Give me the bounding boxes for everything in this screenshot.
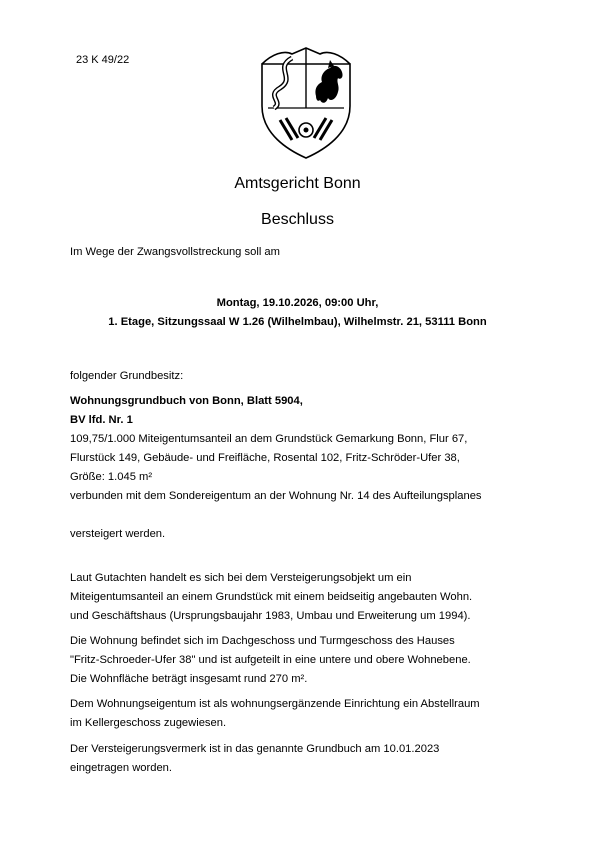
- paragraph-line: Die Wohnung befindet sich im Dachgeschoss und Turmgeschoss des Hauses: [70, 635, 455, 647]
- paragraph-line: im Kellergeschoss zugewiesen.: [70, 717, 227, 729]
- property-bv: BV lfd. Nr. 1: [70, 414, 133, 426]
- paragraph-line: und Geschäftshaus (Ursprungsbaujahr 1983, Umbau und Erweiterung um 1994).: [70, 610, 471, 622]
- paragraph-appraisal: [70, 569, 540, 626]
- document-title: Beschluss: [261, 211, 334, 228]
- paragraph-line: Die Wohnfläche beträgt insgesamt rund 270 m².: [70, 673, 308, 685]
- property-register: Wohnungsgrundbuch von Bonn, Blatt 5904,: [70, 395, 303, 407]
- appointment-location: 1. Etage, Sitzungssaal W 1.26 (Wilhelmbau), Wilhelmstr. 21, 53111 Bonn: [108, 316, 487, 328]
- nrw-coat-of-arms-icon: [258, 44, 354, 162]
- paragraph-line: eingetragen worden.: [70, 762, 173, 774]
- property-line: Größe: 1.045 m²: [70, 471, 153, 483]
- paragraph-line: "Fritz-Schroeder-Ufer 38" und ist aufgeteilt in eine untere und obere Wohnebene.: [70, 654, 471, 666]
- paragraph-line: Dem Wohnungseigentum ist als wohnungsergänzende Einrichtung ein Abstellraum: [70, 698, 480, 710]
- property-line: 109,75/1.000 Miteigentumsanteil an dem Grundstück Gemarkung Bonn, Flur 67,: [70, 433, 468, 445]
- appointment-date: Montag, 19.10.2026, 09:00 Uhr,: [216, 297, 379, 309]
- paragraph-line: Miteigentumsanteil an einem Grundstück mit einem beidseitig angebauten Wohn.: [70, 591, 473, 603]
- property-block: [70, 392, 540, 506]
- file-number: 23 K 49/22: [76, 54, 130, 66]
- property-line: Flurstück 149, Gebäude- und Freifläche, Rosental 102, Fritz-Schröder-Ufer 38,: [70, 452, 460, 464]
- property-intro: folgender Grundbesitz:: [70, 370, 184, 382]
- property-line: verbunden mit dem Sondereigentum an der Wohnung Nr. 14 des Aufteilungsplanes: [70, 490, 482, 502]
- paragraph-apartment: [70, 632, 540, 689]
- paragraph-registration: [70, 740, 540, 778]
- paragraph-line: Laut Gutachten handelt es sich bei dem Versteigerungsobjekt um ein: [70, 572, 412, 584]
- paragraph-line: Der Versteigerungsvermerk ist in das genannte Grundbuch am 10.01.2023: [70, 743, 440, 755]
- intro-text: Im Wege der Zwangsvollstreckung soll am: [70, 246, 280, 258]
- auction-text: versteigert werden.: [70, 528, 166, 540]
- court-name: Amtsgericht Bonn: [234, 175, 361, 192]
- paragraph-storage: [70, 695, 540, 733]
